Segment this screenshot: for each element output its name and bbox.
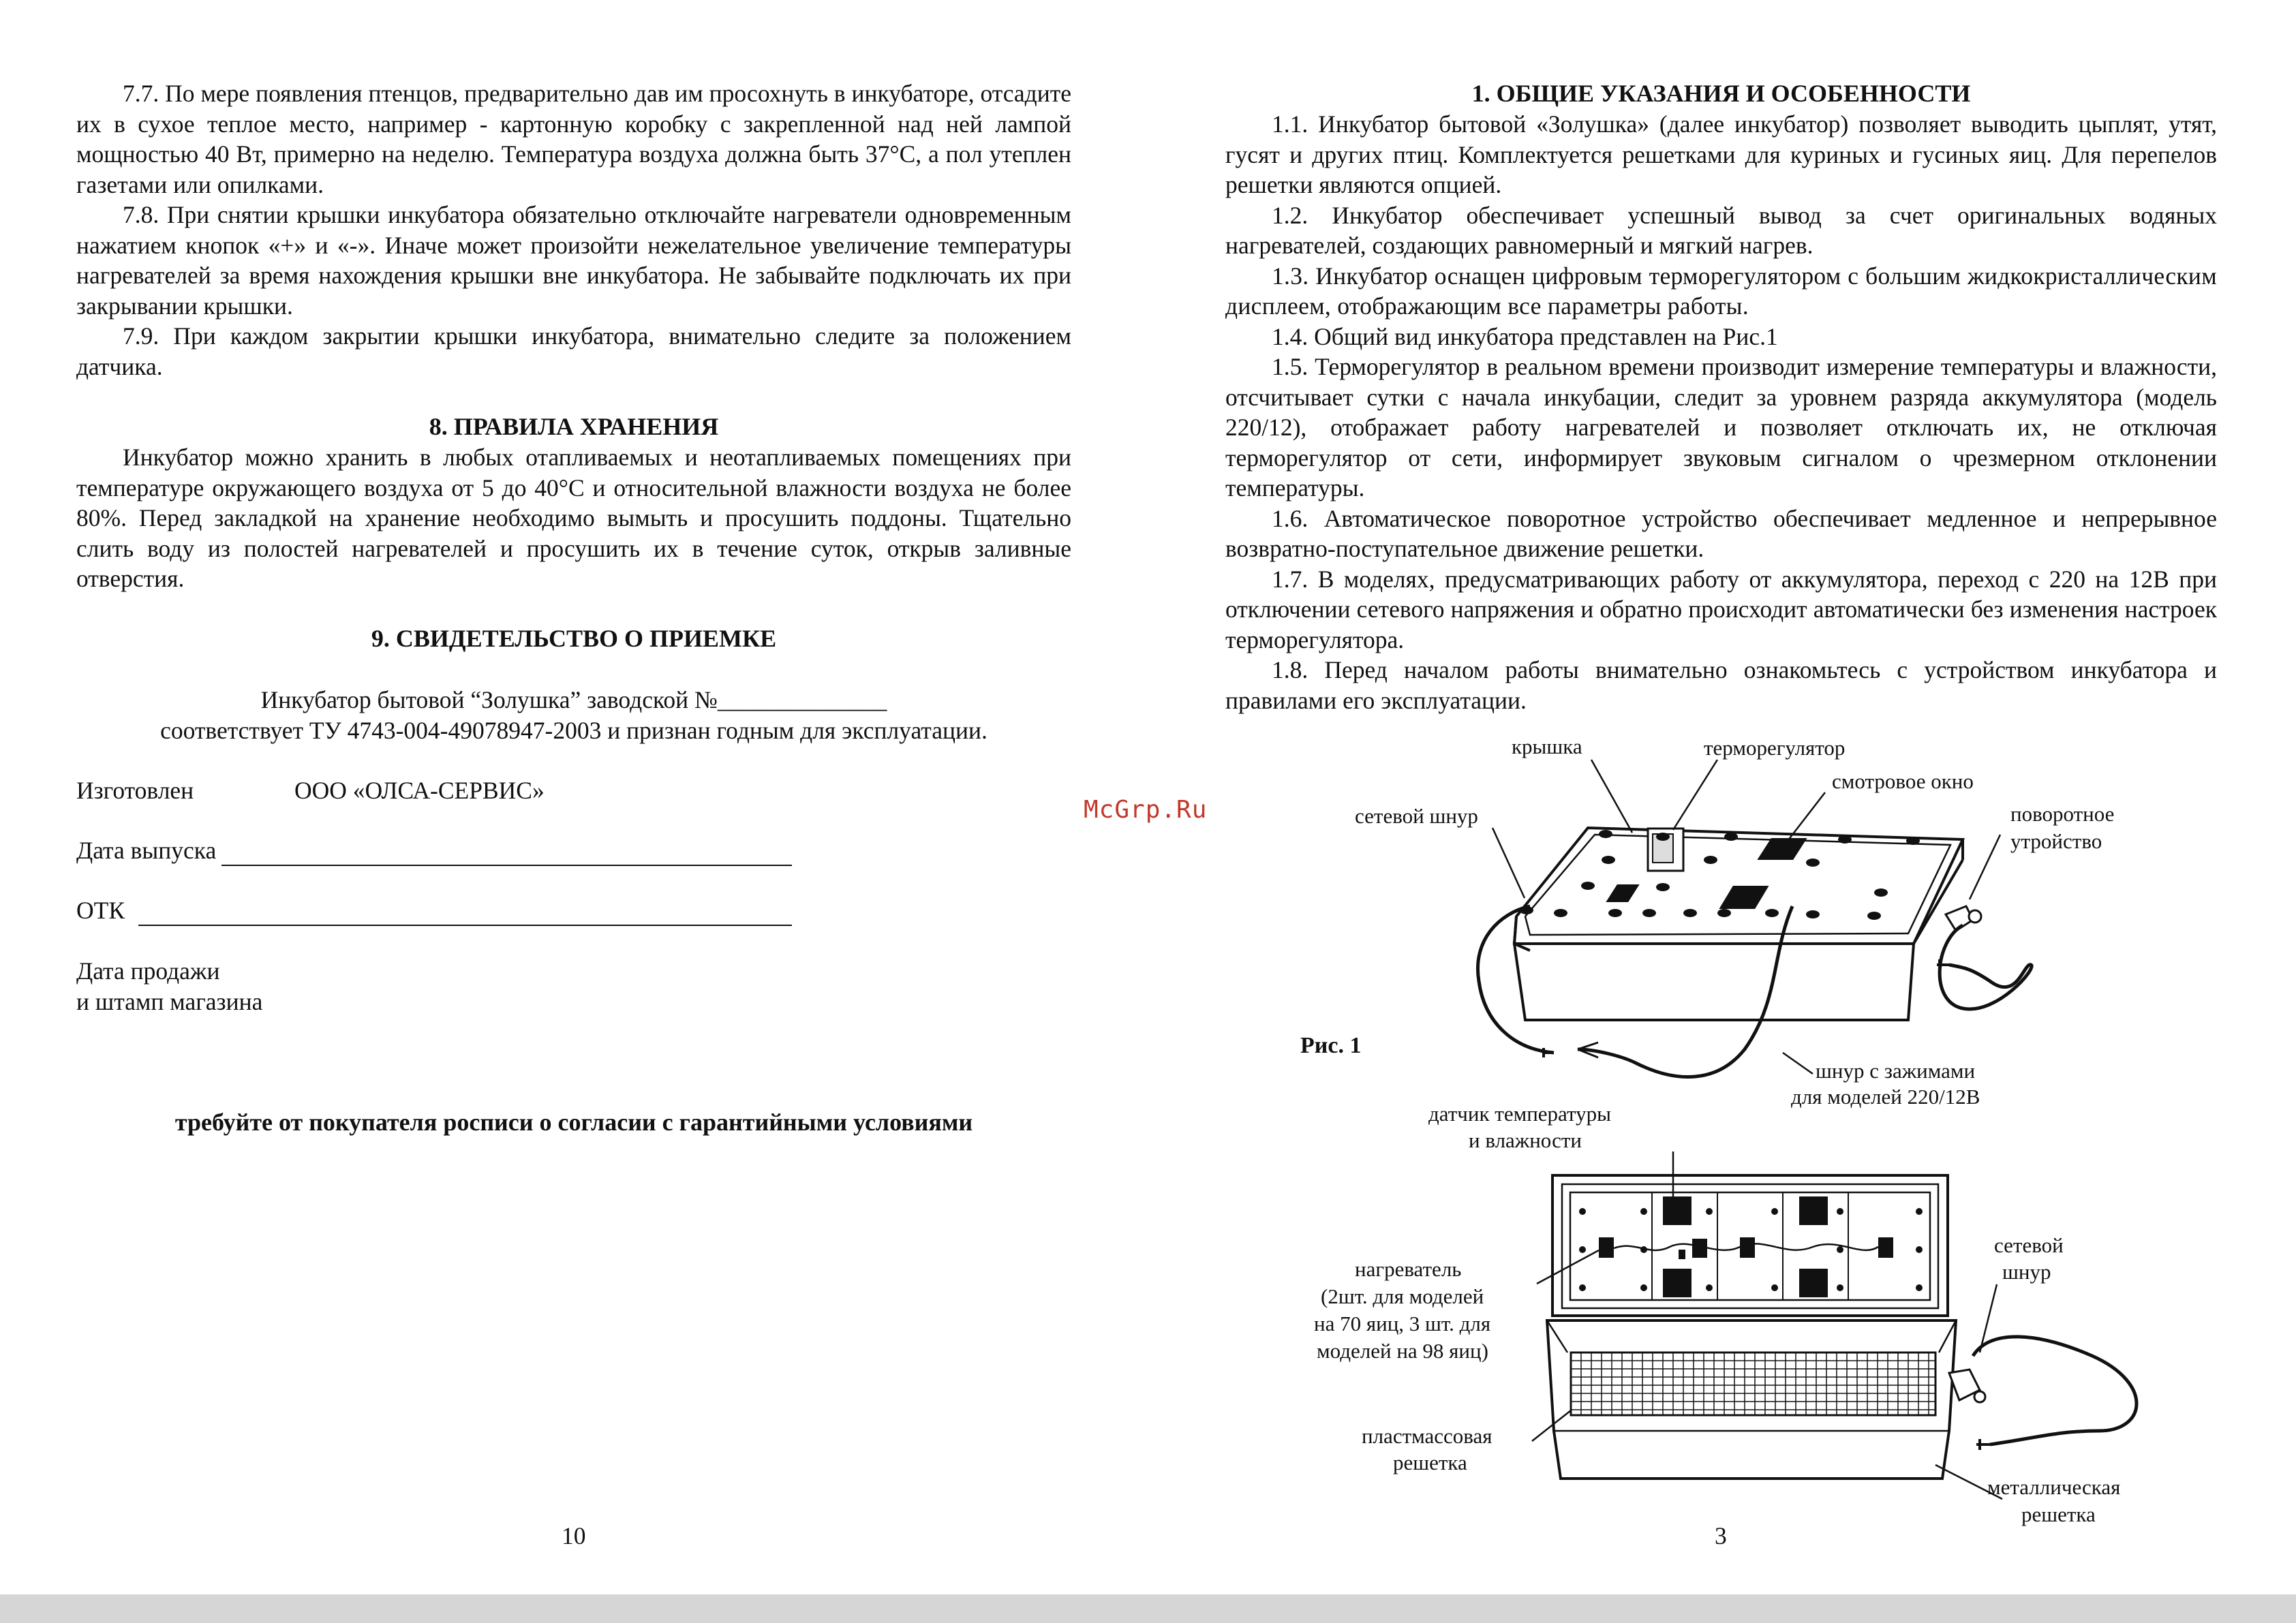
certificate-heading: 9. СВИДЕТЕЛЬСТВО О ПРИЕМКЕ xyxy=(371,625,777,652)
otk-label: ОТК xyxy=(76,897,125,924)
label-metal-grid-2: решетка xyxy=(2021,1502,2096,1526)
label-clamp-cord-1: шнур с зажимами xyxy=(1816,1059,1976,1083)
certificate-line-2: соответствует ТУ 4743-004-49078947-2003 и признан годным для эксплуатации. xyxy=(160,717,988,744)
bottom-bar xyxy=(0,1594,2296,1623)
sale-date-label: Дата продажи xyxy=(76,957,220,985)
label-power-cord-bottom-2: шнур xyxy=(2002,1260,2051,1284)
label-heater-4: моделей на 98 яиц) xyxy=(1317,1339,1488,1363)
release-date-label: Дата выпуска xyxy=(76,837,217,864)
label-turning-device-2: утройство xyxy=(2010,829,2102,853)
label-clamp-cord-2: для моделей 220/12В xyxy=(1791,1085,1980,1109)
label-sensor-2: и влажности xyxy=(1469,1128,1582,1152)
label-metal-grid-1: металлическая xyxy=(1987,1475,2121,1499)
storage-heading: 8. ПРАВИЛА ХРАНЕНИЯ xyxy=(429,413,719,440)
paragraph-7-9: 7.9. При каждом закрытии крышки инкубатора, внимательно следите за положением датчика. xyxy=(76,322,1071,380)
label-sensor-1: датчик температуры xyxy=(1428,1102,1611,1126)
label-heater-3: на 70 яиц, 3 шт. для xyxy=(1314,1312,1491,1335)
label-thermoregulator: терморегулятор xyxy=(1704,736,1846,760)
paragraph-1-3: 1.3. Инкубатор оснащен цифровым терморегулятором с большим жидкокристаллическим дисплеем, отображающим все параметры работы. xyxy=(1225,262,2217,320)
paragraph-1-6: 1.6. Автоматическое поворотное устройство обеспечивает медленное и непрерывное возвратно-поступательное движение решетки. xyxy=(1225,504,2217,562)
paragraph-1-5: 1.5. Терморегулятор в реальном времени производит измерение температуры и влажности, отсчитывает сутки с начала инкубации, следит за уровнем разряда аккумулятора (модель 220/12), отображает работу нагревателей и позволяет отключать их, не отключая терморегулятор от сети, информирует звуковым сигналом о чрезмерном отклонении температуры. xyxy=(1225,353,2217,501)
manufacturer-value: ООО «ОЛСА-СЕРВИС» xyxy=(294,777,545,804)
incubator-assembled-drawing xyxy=(1478,760,2032,1077)
label-lid: крышка xyxy=(1512,735,1582,758)
label-power-cord-top: сетевой шнур xyxy=(1355,804,1478,828)
label-heater-2: (2шт. для моделей xyxy=(1321,1284,1484,1308)
certificate-line-1: Инкубатор бытовой “Золушка” заводской №______________ xyxy=(260,686,887,713)
paragraph-1-4: 1.4. Общий вид инкубатора представлен на Рис.1 xyxy=(1272,322,1778,350)
label-plastic-grid-2: решетка xyxy=(1393,1451,1467,1474)
figure-caption: Рис. 1 xyxy=(1300,1033,1362,1058)
label-viewing-window: смотровое окно xyxy=(1832,769,1974,793)
label-heater-1: нагреватель xyxy=(1355,1257,1462,1281)
storage-text: Инкубатор можно хранить в любых отапливаемых и неотапливаемых помещениях при температуре окружающего воздуха от 5 до 40°С и относительной влажности воздуха не более 80%. Перед закладкой на хранение необходимо вымыть и просушить поддоны. Тщательно слить воду из полостей нагревателей и просушить их в течение суток, открыв заливные отверстия. xyxy=(76,444,1071,592)
shop-stamp-label: и штамп магазина xyxy=(76,987,263,1015)
paragraph-1-1: 1.1. Инкубатор бытовой «Золушка» (далее инкубатор) позволяет выводить цыплят, утят, гусят и других птиц. Комплектуется решетками для куриных и гусиных яиц. Для перепелов решетки являются опцией. xyxy=(1225,110,2217,198)
label-turning-device-1: поворотное xyxy=(2010,802,2115,826)
warranty-note: требуйте от покупателя росписи о согласии с гарантийными условиями xyxy=(174,1109,973,1136)
watermark: McGrp.Ru xyxy=(1084,796,1208,824)
label-power-cord-bottom-1: сетевой xyxy=(1994,1233,2064,1257)
incubator-open-drawing xyxy=(1532,1151,2137,1499)
label-plastic-grid-1: пластмассовая xyxy=(1362,1424,1493,1448)
page-number-right: 3 xyxy=(1715,1522,1727,1549)
general-heading: 1. ОБЩИЕ УКАЗАНИЯ И ОСОБЕННОСТИ xyxy=(1471,80,1971,107)
paragraph-1-8: 1.8. Перед началом работы внимательно ознакомьтесь с устройством инкубатора и правилами его эксплуатации. xyxy=(1225,656,2217,714)
paragraph-1-2: 1.2. Инкубатор обеспечивает успешный вывод за счет оригинальных водяных нагревателей, создающих равномерный и мягкий нагрев. xyxy=(1225,201,2217,259)
paragraph-1-7: 1.7. В моделях, предусматривающих работу от аккумулятора, переход с 220 на 12В при отключении сетевого напряжения и обратно происходит автоматически без изменения настроек терморегулятора. xyxy=(1225,565,2217,653)
page-number-left: 10 xyxy=(562,1522,586,1549)
manufacturer-label: Изготовлен xyxy=(76,777,194,804)
paragraph-7-8: 7.8. При снятии крышки инкубатора обязательно отключайте нагреватели одновременным нажатием кнопок «+» и «-». Иначе может произойти нежелательное увеличение температуры нагревателей за время нахождения крышки вне инкубатора. Не забывайте подключать их при закрывании крышки. xyxy=(76,201,1071,320)
paragraph-7-7: 7.7. По мере появления птенцов, предварительно дав им просохнуть в инкубаторе, отсадите их в сухое теплое место, например - картонную коробку с закрепленной над ней лампой мощностью 40 Вт, примерно на неделю. Температура воздуха должна быть 37°С, а пол утеплен газетами или опилками. xyxy=(76,80,1071,198)
